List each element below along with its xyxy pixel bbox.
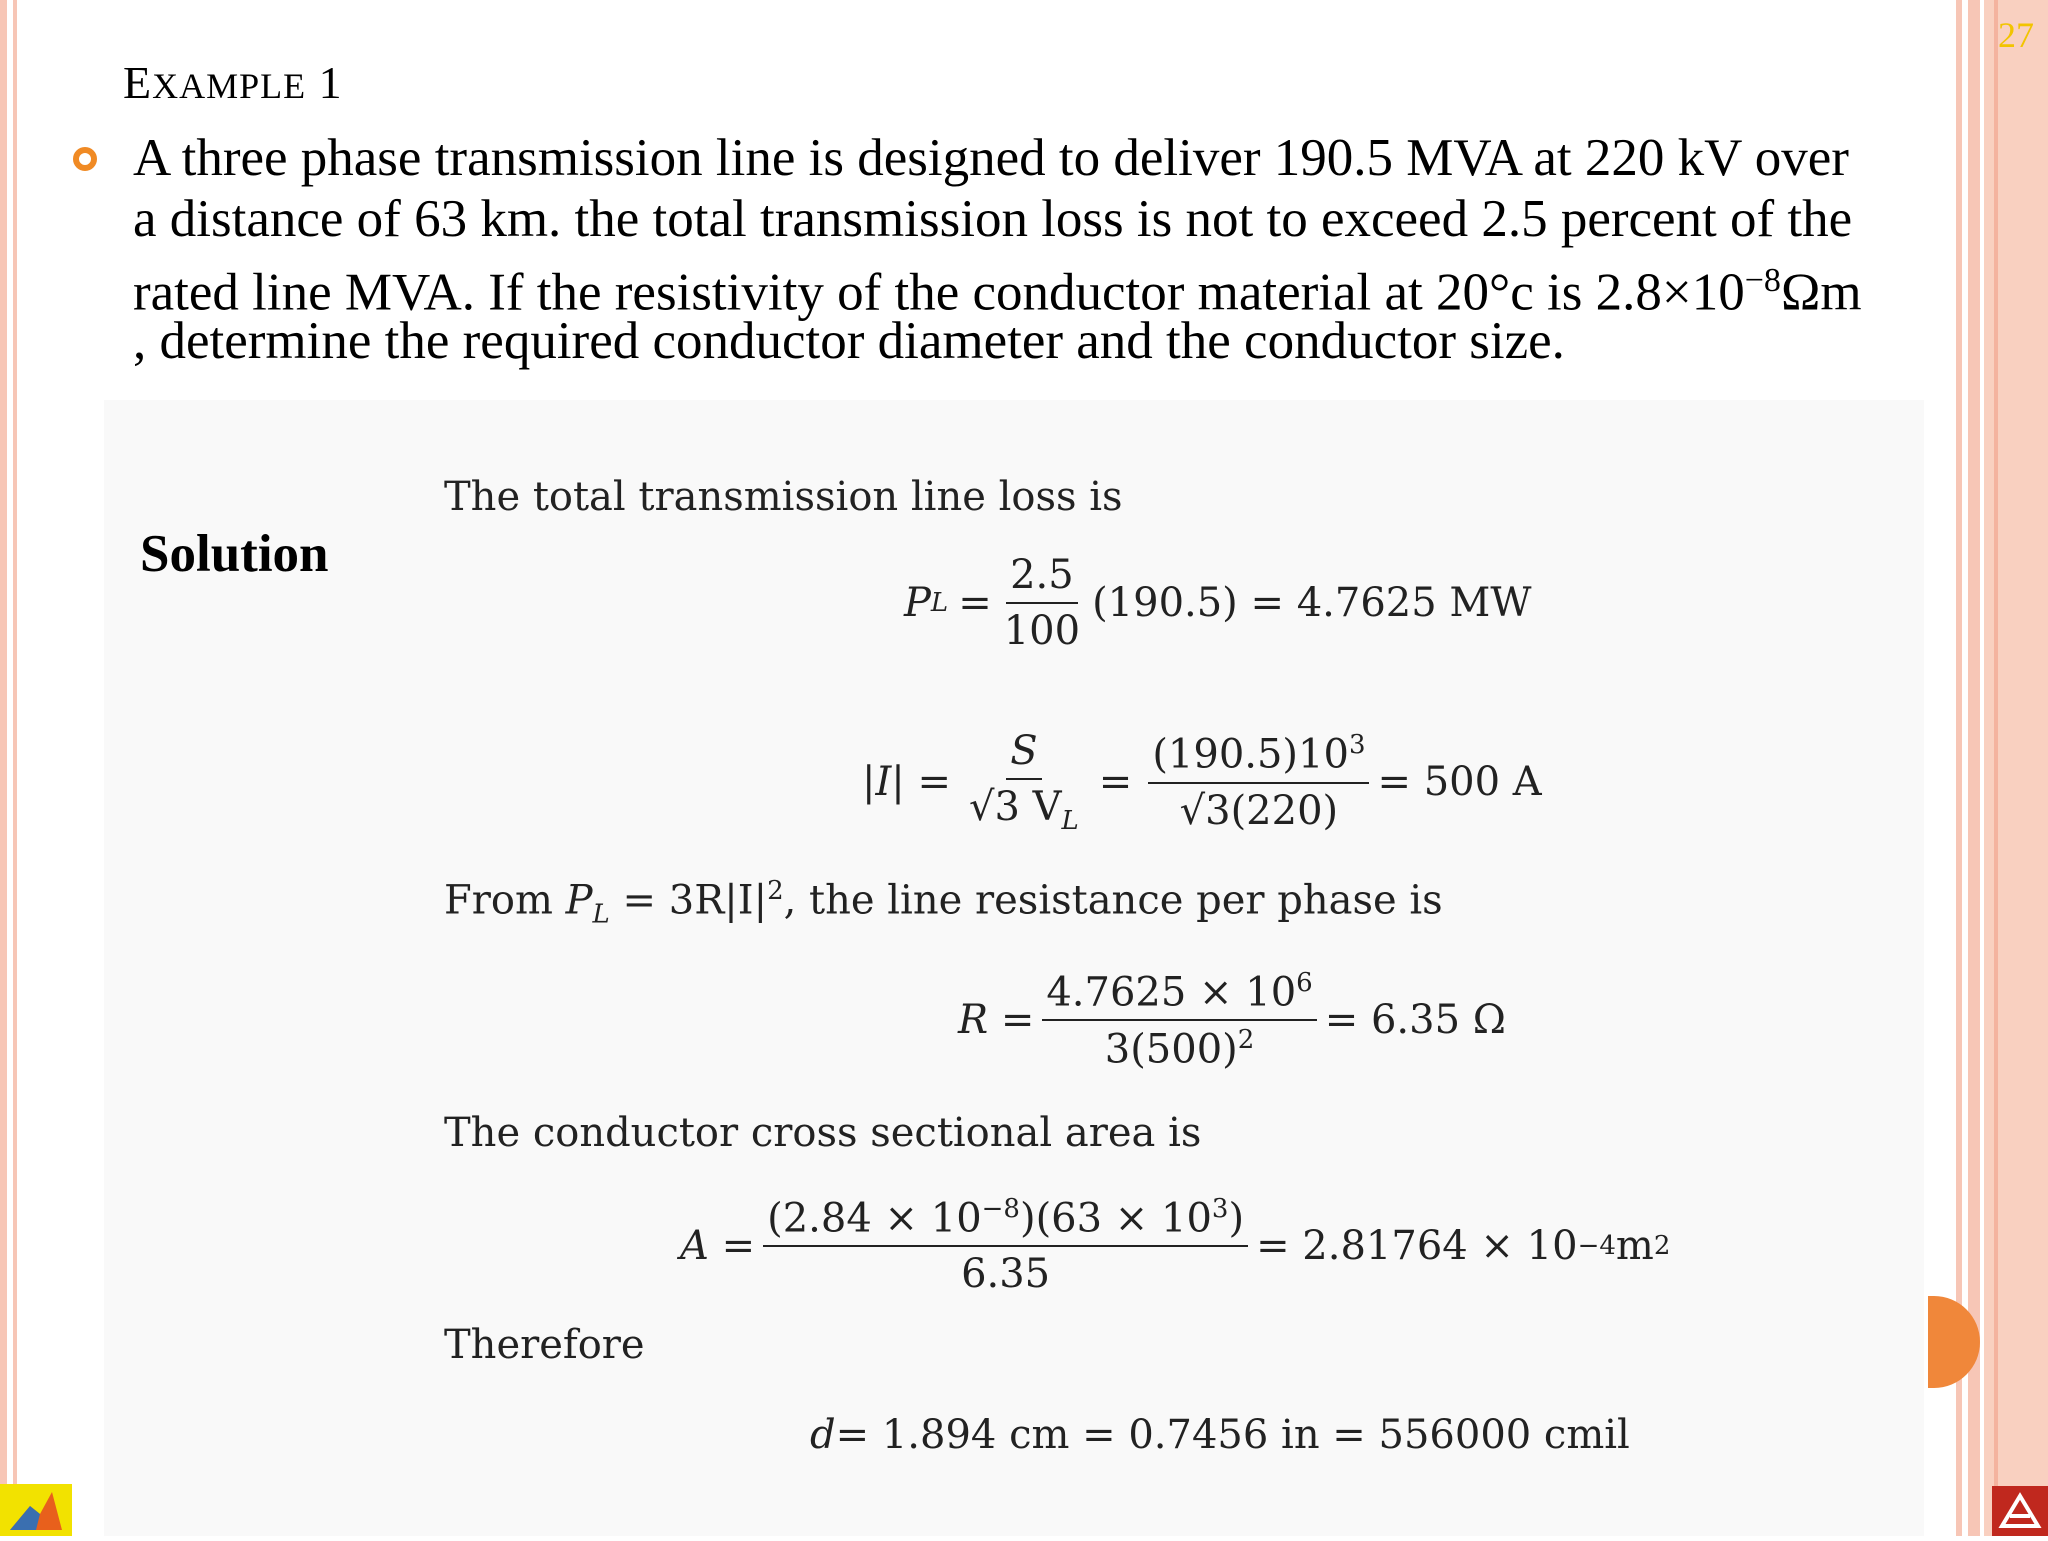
eq4-num-c: ) [1228, 1195, 1245, 1242]
eq4-rhs-b: m [1615, 1222, 1654, 1269]
title-cap: E [123, 57, 153, 108]
problem-line-1: A three phase transmission line is designed to deliver 190.5 MVA at 220 kV over [133, 129, 1849, 187]
solution-text-2 [444, 876, 1443, 929]
eq2-fraction-2 [1148, 730, 1369, 833]
solution-text-4: Therefore [444, 1322, 645, 1368]
eq2-fraction-1 [965, 728, 1083, 836]
equation-diameter [810, 1412, 1630, 1458]
eq4-num-a: (2.84 × 10 [767, 1195, 982, 1242]
problem-line-4: , determine the required conductor diameter and the conductor size. [133, 312, 1565, 370]
p2-sup: 2 [767, 876, 784, 906]
eq3-den-text: 3(500) [1104, 1026, 1238, 1073]
eq3-den-sup: 2 [1237, 1025, 1255, 1056]
eq1-equals: = [958, 580, 992, 626]
eq4-rhs-sup2: 2 [1653, 1230, 1671, 1261]
resistivity-unit: Ωm [1780, 263, 1862, 322]
eq2-num2-sup: 3 [1348, 730, 1366, 761]
solution-text-1: The total transmission line loss is [444, 474, 1123, 520]
eq4-num-b: )(63 × 10 [1019, 1195, 1212, 1242]
eq3-rhs: = 6.35 Ω [1324, 997, 1506, 1044]
eq2-lhs: |I| = [862, 759, 951, 805]
eq3-numerator [1042, 968, 1316, 1021]
equation-power-loss [904, 552, 1531, 654]
problem-line-2: a distance of 63 km. the total transmission loss is not to exceed 2.5 percent of the [133, 190, 1853, 248]
eq4-rhs-a: = 2.81764 × 10 [1256, 1222, 1578, 1269]
matlab-logo-icon [0, 1484, 72, 1536]
p2-sub: L [592, 899, 610, 930]
eq4-denominator: 6.35 [961, 1251, 1051, 1298]
eq4-num-sup2: 3 [1211, 1194, 1229, 1224]
university-logo-svg [1992, 1486, 2048, 1536]
solution-label: Solution [140, 525, 329, 583]
p2-pre: From [444, 877, 566, 924]
p2-post: , the line resistance per phase is [783, 877, 1443, 924]
problem-line-3-text: rated line MVA. If the resistivity of the conductor material at 20°c is 2.8×10 [133, 263, 1745, 322]
solution-text-3: The conductor cross sectional area is [444, 1110, 1202, 1156]
title-small-caps: XAMPLE [152, 66, 307, 106]
eq2-numerator-1: S [1006, 728, 1041, 780]
left-border-stripe-inner [13, 0, 17, 1536]
eq2-num2-text: (190.5)10 [1152, 731, 1349, 778]
eq5-lhs: d [810, 1412, 836, 1458]
equation-resistance [958, 968, 1506, 1073]
eq3-lhs: R = [958, 997, 1035, 1044]
eq2-equals: = [1098, 759, 1133, 805]
ring-bullet-icon [73, 147, 97, 171]
university-logo-icon [1992, 1486, 2048, 1536]
eq2-numerator-2 [1148, 730, 1369, 783]
eq4-numerator [763, 1194, 1248, 1247]
page-number: 27 [1998, 15, 2034, 55]
title-number: 1 [306, 57, 343, 108]
eq1-lhs: P [904, 580, 931, 626]
problem-statement [133, 128, 1998, 372]
eq2-den1-sub: L [1061, 806, 1079, 836]
slide-title [123, 56, 343, 109]
eq4-lhs: A = [680, 1222, 756, 1269]
equation-area [680, 1194, 1670, 1297]
matlab-logo-svg [0, 1484, 72, 1536]
eq1-lhs-sub: L [930, 588, 949, 618]
equation-current [862, 728, 1542, 836]
eq3-num-sup: 6 [1296, 968, 1313, 998]
eq3-num-text: 4.7625 × 10 [1046, 969, 1297, 1016]
eq1-fraction [1000, 552, 1084, 654]
resistivity-exponent: −8 [1744, 262, 1781, 299]
problem-line-3 [133, 250, 1998, 322]
eq1-rhs: (190.5) = 4.7625 MW [1092, 580, 1532, 626]
eq2-rhs: = 500 A [1377, 759, 1542, 805]
eq1-denominator: 100 [1003, 608, 1081, 654]
eq5-rhs: = 1.894 cm = 0.7456 in = 556000 cmil [835, 1412, 1630, 1458]
eq1-numerator: 2.5 [1006, 552, 1078, 604]
eq4-num-sup1: −8 [981, 1194, 1020, 1224]
eq4-fraction [763, 1194, 1248, 1297]
eq2-denominator-2: √3(220) [1179, 787, 1339, 834]
eq3-fraction [1042, 968, 1316, 1073]
eq2-denominator-1 [965, 780, 1083, 836]
eq3-denominator [1101, 1021, 1259, 1072]
p2-math: P [565, 877, 593, 924]
p2-mid: = 3R|I| [609, 877, 768, 924]
left-border-stripe [0, 0, 7, 1536]
eq2-den1-text: √3 V [968, 784, 1062, 830]
eq4-rhs-sup: −4 [1577, 1230, 1616, 1261]
